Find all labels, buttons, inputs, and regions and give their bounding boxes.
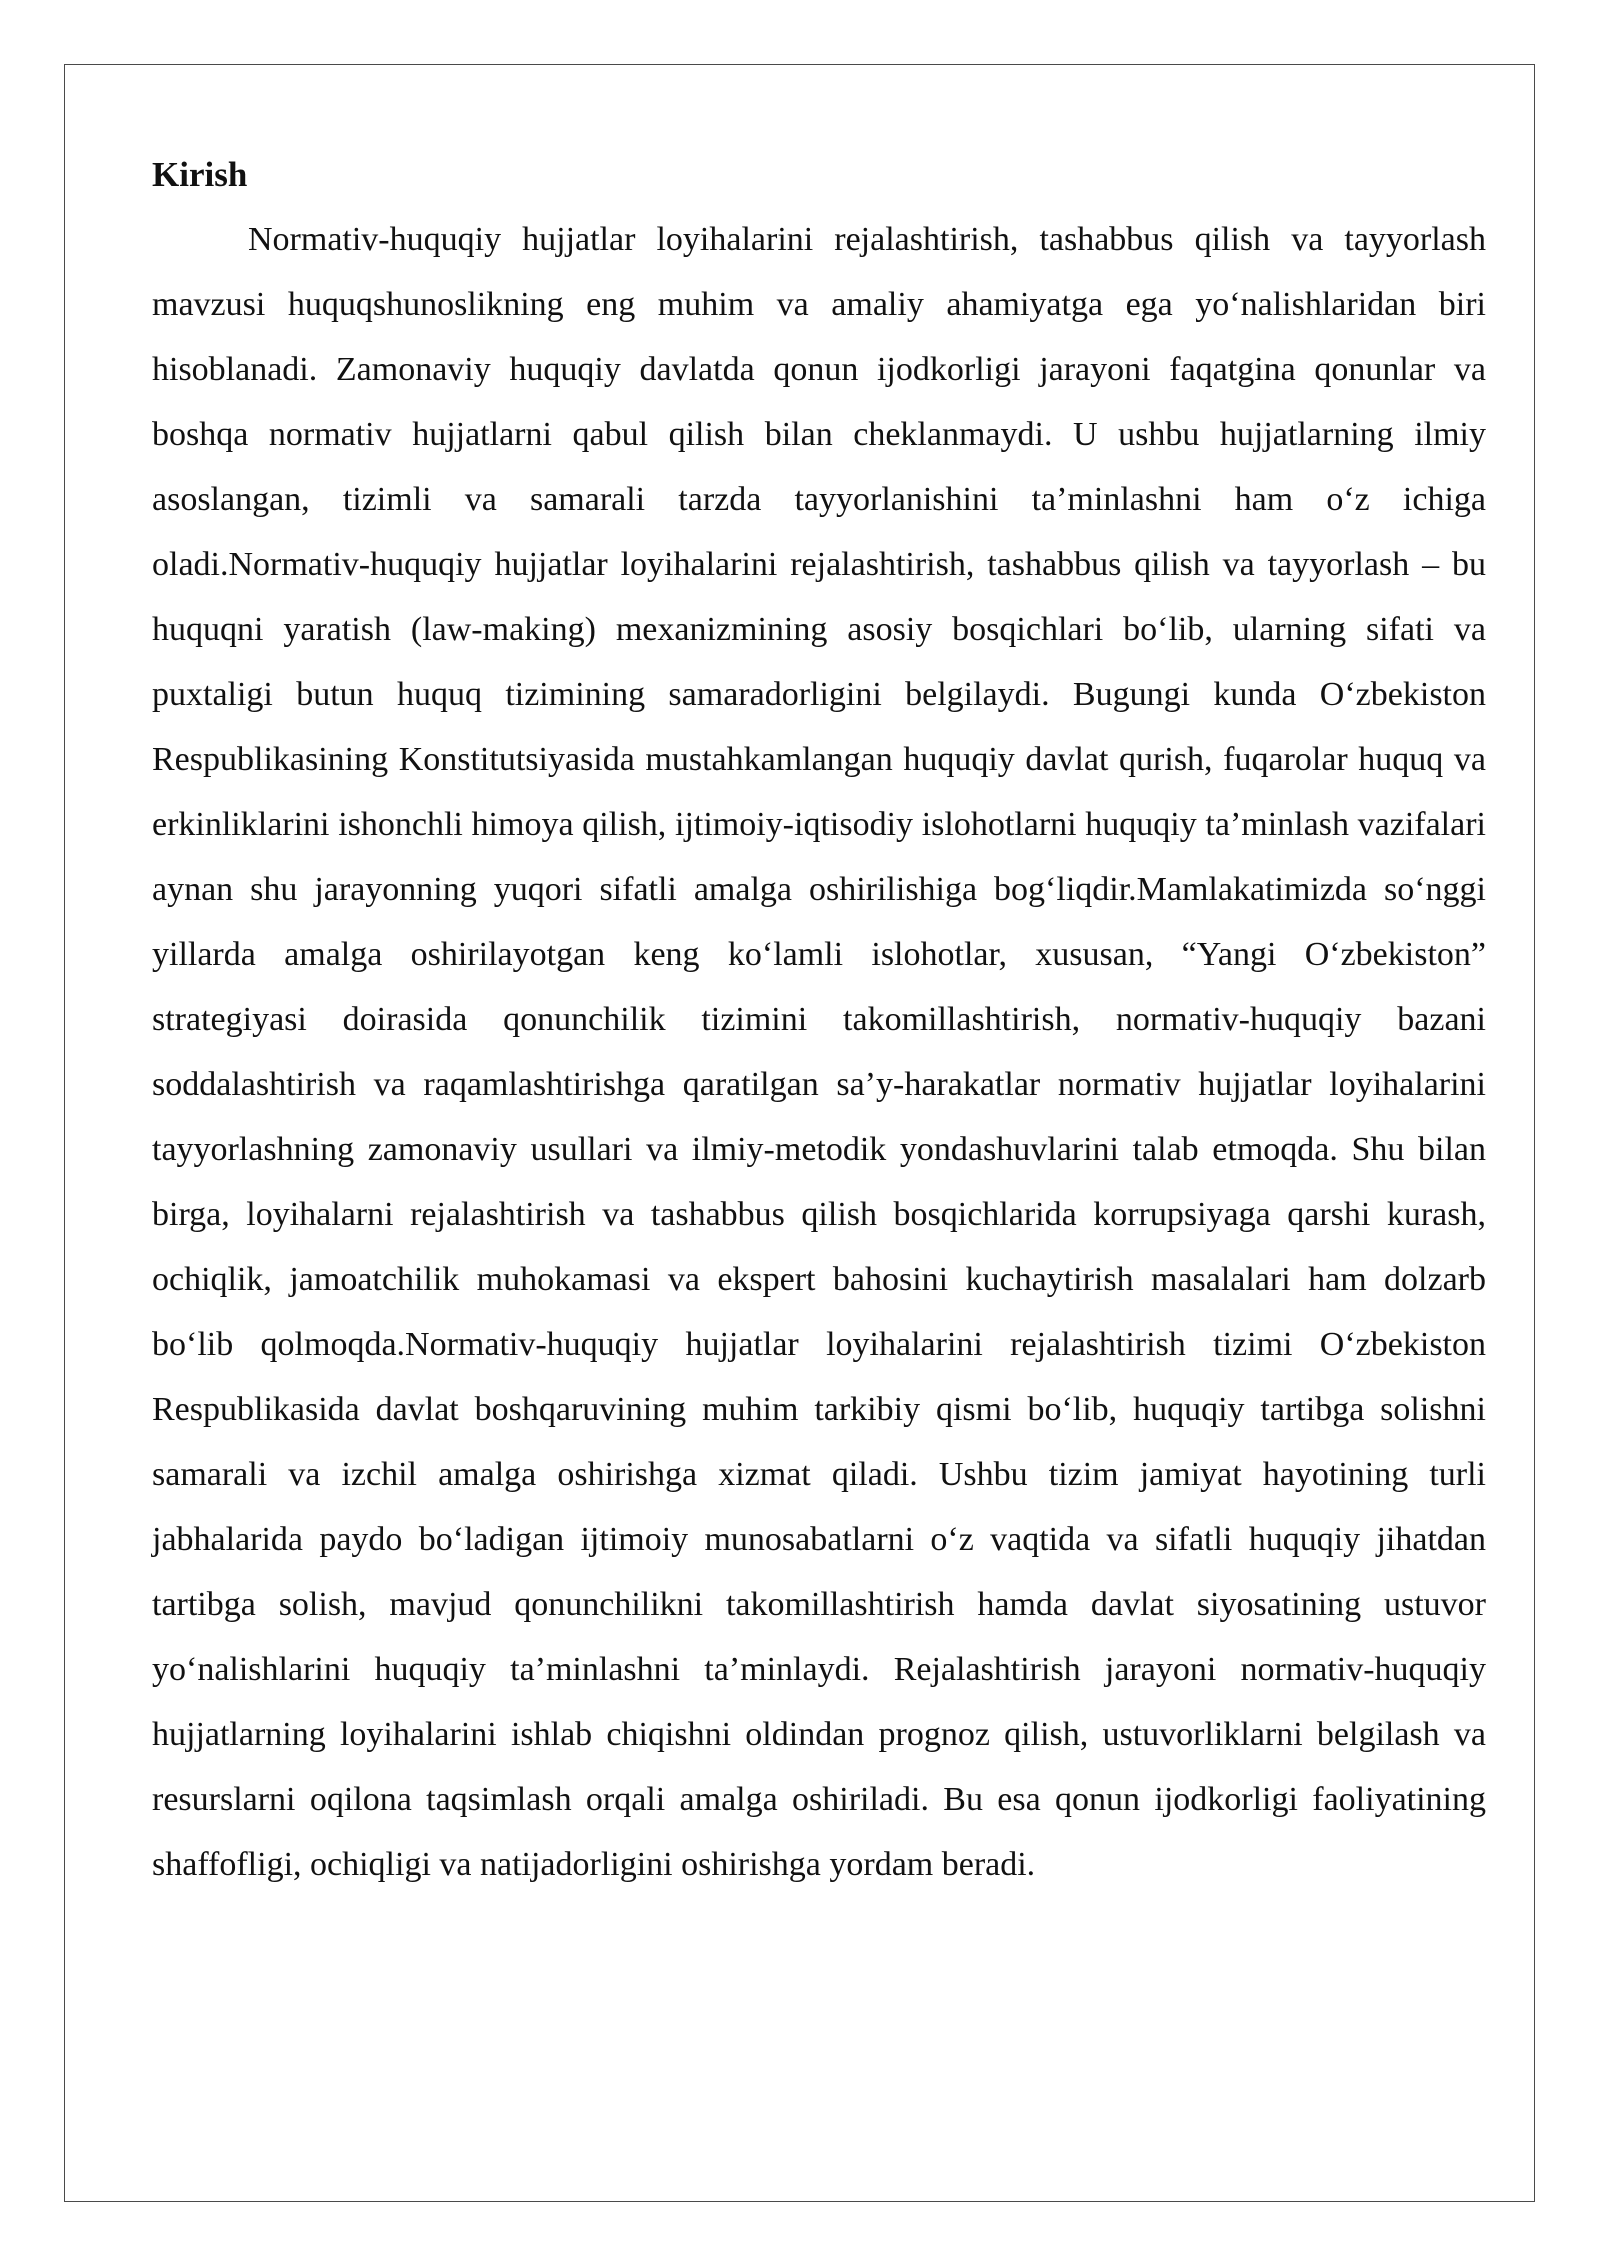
body-paragraph: Normativ-huquqiy hujjatlar loyihalarini rejalashtirish, tashabbus qilish va tayyorlash mavzusi huquqshunoslikning eng muhim va amaliy ahamiyatga ega yo‘nalishlaridan biri hisoblanadi. Zamonaviy huquqiy davlatda qonun ijodkorligi jarayoni faqatgina qonunlar va boshqa normativ hujjatlarni qabul qilish bilan cheklanmaydi. U ushbu hujjatlarning ilmiy asoslangan, tizimli va samarali tarzda tayyorlanishini ta’minlashni ham o‘z ichiga oladi.Normativ-huquqiy hujjatlar loyihalarini rejalashtirish, tashabbus qilish va tayyorlash – bu huquqni yaratish (law-making) mexanizmining asosiy bosqichlari bo‘lib, ularning sifati va puxtaligi butun huquq tizimining samaradorligini belgilaydi. Bugungi kunda O‘zbekiston Respublikasining Konstitutsiyasida mustahkamlangan huquqiy davlat qurish, fuqarolar huquq va erkinliklarini ishonchli himoya qilish, ijtimoiy-iqtisodiy islohotlarni huquqiy ta’minlash vazifalari aynan shu jarayonning yuqori sifatli amalga oshirilishiga bog‘liqdir.Mamlakatimizda so‘nggi yillarda amalga oshirilayotgan keng ko‘lamli islohotlar, xususan, “Yangi O‘zbekiston” strategiyasi doirasida qonunchilik tizimini takomillashtirish, normativ-huquqiy bazani soddalashtirish va raqamlashtirishga qaratilgan sa’y-harakatlar normativ hujjatlar loyihalarini tayyorlashning zamonaviy usullari va ilmiy-metodik yondashuvlarini talab etmoqda. Shu bilan birga, loyihalarni rejalashtirish va tashabbus qilish bosqichlarida korrupsiyaga qarshi kurash, ochiqlik, jamoatchilik muhokamasi va ekspert bahosini kuchaytirish masalalari ham dolzarb bo‘lib qolmoqda.Normativ-huquqiy hujjatlar loyihalarini rejalashtirish tizimi O‘zbekiston Respublikasida davlat boshqaruvining muhim tarkibiy qismi bo‘lib, huquqiy tartibga solishni samarali va izchil amalga oshirishga xizmat qiladi. Ushbu tizim jamiyat hayotining turli jabhalarida paydo bo‘ladigan ijtimoiy munosabatlarni o‘z vaqtida va sifatli huquqiy jihatdan tartibga solish, mavjud qonunchilikni takomillashtirish hamda davlat siyosatining ustuvor yo‘nalishlarini huquqiy ta’minlashni ta’minlaydi. Rejalashtirish jarayoni normativ-huquqiy hujjatlarning loyihalarini ishlab chiqishni oldindan prognoz qilish, ustuvorliklarni belgilash va resurslarni oqilona taqsimlash orqali amalga oshiriladi. Bu esa qonun ijodkorligi faoliyatining shaffofligi, ochiqligi va natijadorligini oshirishga yordam beradi. (152, 221, 1486, 1883)
document-content (152, 142, 1486, 1897)
section-heading: Kirish (152, 155, 248, 194)
